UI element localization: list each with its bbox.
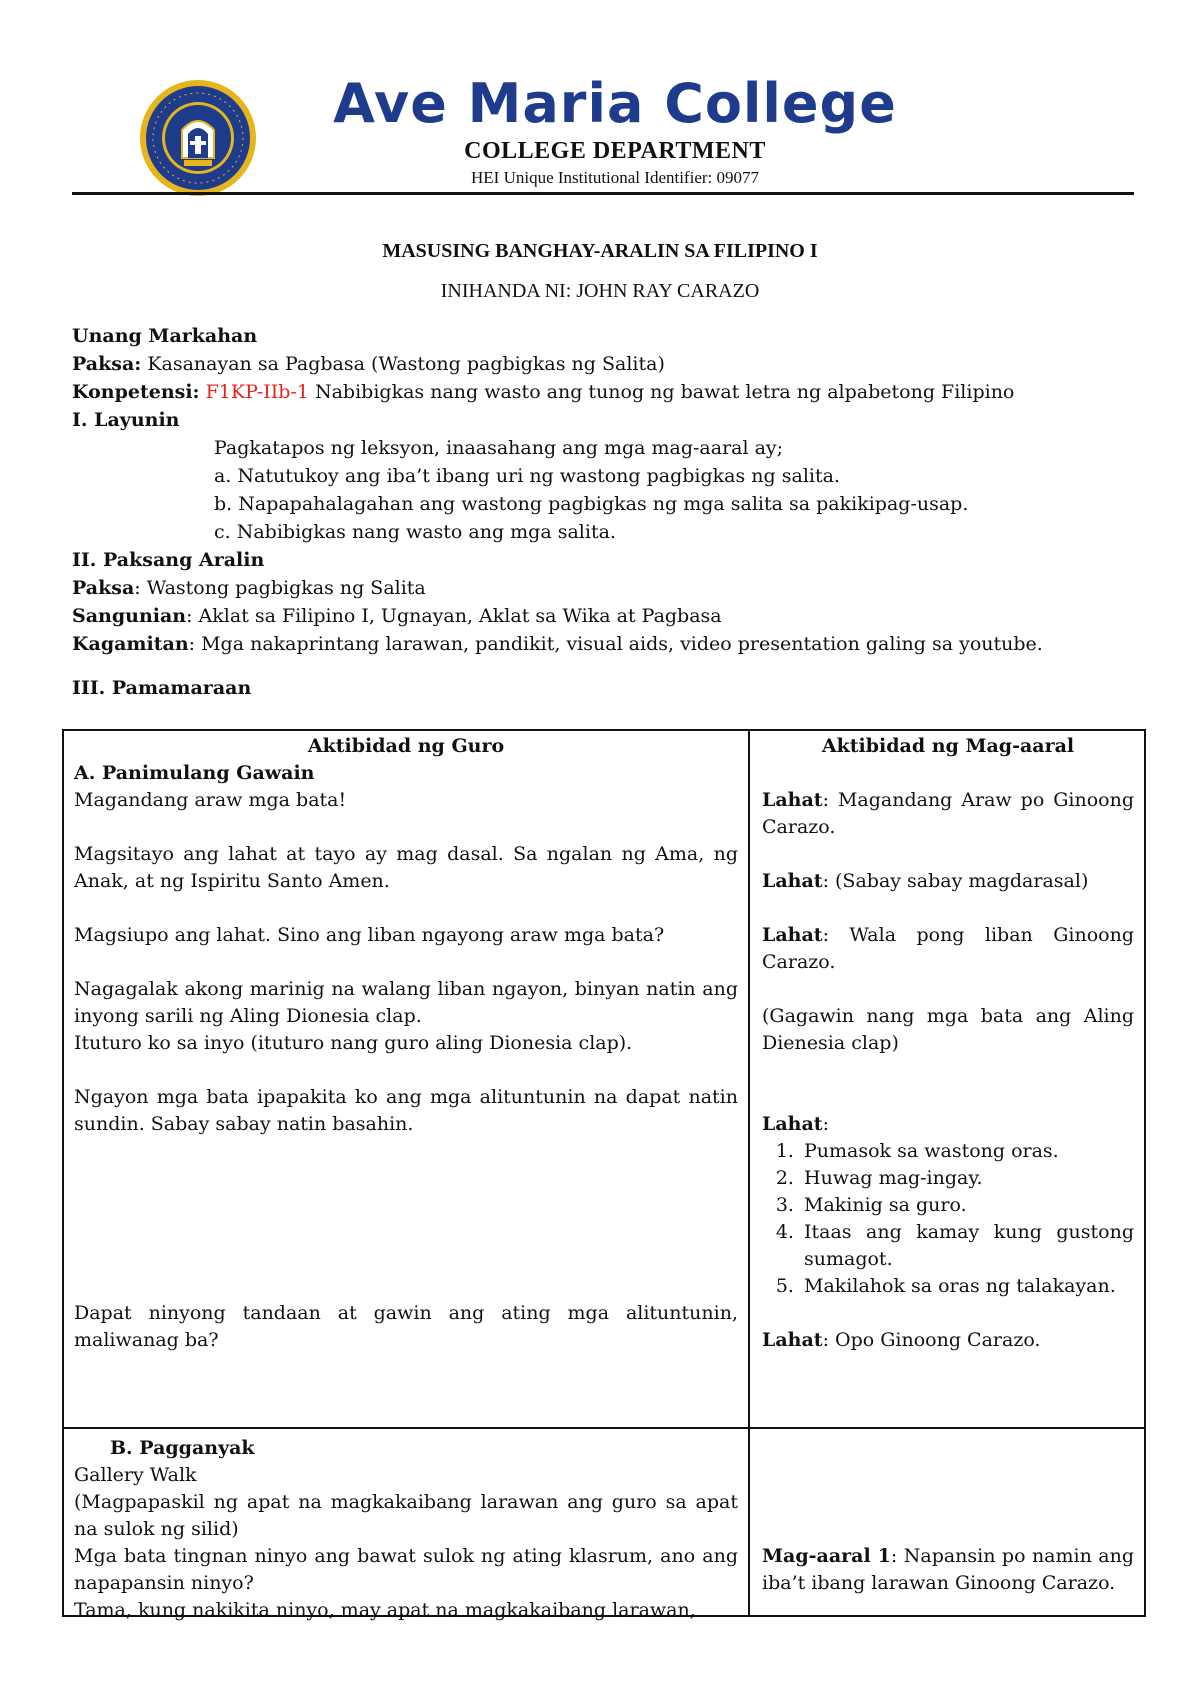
column-divider (748, 731, 750, 1615)
spacer (72, 658, 1132, 674)
rule-item: 2. Huwag mag-ingay. (800, 1165, 1134, 1192)
lahat-label: Lahat (762, 924, 823, 946)
sangunian-line (72, 602, 1132, 630)
magaaral-line-7: Mag-aaral 1: Napansin po namin ang iba’t ibang larawan Ginoong Carazo. (762, 1545, 1134, 1594)
paksa2-label: Paksa (72, 577, 135, 599)
guro-line-5: Ituturo ko sa inyo (ituturo nang guro aling Dionesia clap). (74, 1032, 633, 1054)
rule-item: 1. Pumasok sa wastong oras. (800, 1138, 1134, 1165)
college-name: Ave Maria College (333, 72, 897, 135)
konpetensi-value: Nabibigkas nang wasto ang tunog ng bawat letra ng alpabetong Filipino (314, 381, 1015, 403)
paksa-label: Paksa: (72, 353, 142, 375)
quarter-label: Unang Markahan (72, 325, 258, 347)
guro-line-8: Gallery Walk (74, 1464, 197, 1486)
konpetensi-line (72, 378, 1132, 406)
pamamaraan-heading: III. Pamamaraan (72, 677, 252, 699)
magaaral-line-1: Lahat: Magandang Araw po Ginoong Carazo. (762, 789, 1134, 838)
layunin-item-c: c. Nabibigkas nang wasto ang mga salita. (214, 521, 616, 543)
rules-list (762, 1138, 1134, 1300)
prepared-by: INIHANDA NI: JOHN RAY CARAZO (440, 280, 760, 302)
lahat-label: Lahat (762, 870, 823, 892)
guro-line-10: Mga bata tingnan ninyo ang bawat sulok ng ating klasrum, ano ang napapansin ninyo? (74, 1545, 738, 1594)
paksa2-line (72, 574, 1132, 602)
guro-line-7: Dapat ninyong tandaan at gawin ang ating mga alituntunin, maliwanag ba? (74, 1302, 738, 1351)
column-header-magaaral: Aktibidad ng Mag-aaral (821, 735, 1075, 757)
rule-item: 4. Itaas ang kamay kung gustong sumagot. (800, 1219, 1134, 1273)
magaaral-line-5: Lahat: (762, 1113, 829, 1135)
magaaral-line-6: Lahat: Opo Ginoong Carazo. (762, 1329, 1041, 1351)
magaaral-cell-pagganyak (762, 1543, 1134, 1597)
section-b-heading: B. Pagganyak (110, 1437, 255, 1459)
paksa2-value: : Wastong pagbigkas ng Salita (134, 577, 426, 599)
guro-line-1: Magandang araw mga bata! (74, 789, 347, 811)
guro-line-6: Ngayon mga bata ipapakita ko ang mga alituntunin na dapat natin sundin. Sabay sabay natin basahin. (74, 1086, 738, 1135)
guro-line-9: (Magpapaskil ng apat na magkakaibang larawan ang guro sa apat na sulok ng silid) (74, 1491, 738, 1540)
kagamitan-line (72, 630, 1132, 658)
paksa-line (72, 350, 1132, 378)
department-name: COLLEGE DEPARTMENT (464, 138, 766, 164)
sangunian-label: Sangunian (72, 605, 187, 627)
procedure-table (62, 729, 1146, 1621)
layunin-item-b: b. Napapahalagahan ang wastong pagbigkas ng mga salita sa pakikipag-usap. (214, 493, 969, 515)
rule-item: 3. Makinig sa guro. (800, 1192, 1134, 1219)
guro-cell-alituntunin (74, 1300, 738, 1354)
magaaral-line-2: Lahat: (Sabay sabay magdarasal) (762, 870, 1089, 892)
konpetensi-label: Konpetensi: (72, 381, 200, 403)
paksang-aralin-heading: II. Paksang Aralin (72, 549, 265, 571)
guro-line-11: Tama, kung nakikita ninyo, may apat na magkakaibang larawan, (74, 1599, 696, 1621)
konpetensi-code: F1KP-IIb-1 (205, 381, 309, 403)
magaaral-line-3: Lahat: Wala pong liban Ginoong Carazo. (762, 924, 1134, 973)
lahat-label: Lahat (762, 789, 823, 811)
lahat-label: Lahat (762, 1113, 823, 1135)
layunin-item-a: a. Natutukoy ang iba’t ibang uri ng wastong pagbigkas ng salita. (214, 465, 840, 487)
kagamitan-label: Kagamitan (72, 633, 189, 655)
paksa-value: Kasanayan sa Pagbasa (Wastong pagbigkas ng Salita) (147, 353, 665, 375)
lesson-body (72, 322, 1132, 702)
sangunian-value: : Aklat sa Filipino I, Ugnayan, Aklat sa Wika at Pagbasa (186, 605, 722, 627)
document-title: MASUSING BANGHAY-ARALIN SA FILIPINO I (382, 240, 818, 262)
magaaral-cell-panimula (762, 733, 1134, 1354)
magaaral-line-4: (Gagawin nang mga bata ang Aling Dienesia clap) (762, 1005, 1134, 1054)
layunin-heading: I. Layunin (72, 409, 180, 431)
lahat-label: Lahat (762, 1329, 823, 1351)
hei-identifier: HEI Unique Institutional Identifier: 09077 (471, 168, 759, 187)
magaaral1-label: Mag-aaral 1 (762, 1545, 891, 1567)
guro-line-2: Magsitayo ang lahat at tayo ay mag dasal. Sa ngalan ng Ama, ng Anak, at ng Ispiritu Santo Amen. (74, 843, 738, 892)
column-header-guro: Aktibidad ng Guro (307, 735, 505, 757)
kagamitan-value: : Mga nakaprintang larawan, pandikit, visual aids, video presentation galing sa youtube. (188, 633, 1043, 655)
rule-item: 5. Makilahok sa oras ng talakayan. (800, 1273, 1134, 1300)
header-divider (72, 192, 1134, 195)
guro-cell-pagganyak (74, 1435, 738, 1624)
section-a-heading: A. Panimulang Gawain (74, 762, 315, 784)
guro-cell-panimula (74, 733, 738, 1138)
guro-line-4: Nagagalak akong marinig na walang liban ngayon, binyan natin ang inyong sarili ng Aling Dionesia clap. (74, 978, 738, 1027)
row-divider (64, 1427, 1144, 1429)
guro-line-3: Magsiupo ang lahat. Sino ang liban ngayong araw mga bata? (74, 924, 665, 946)
layunin-intro: Pagkatapos ng leksyon, inaasahang ang mga mag-aaral ay; (214, 437, 784, 459)
